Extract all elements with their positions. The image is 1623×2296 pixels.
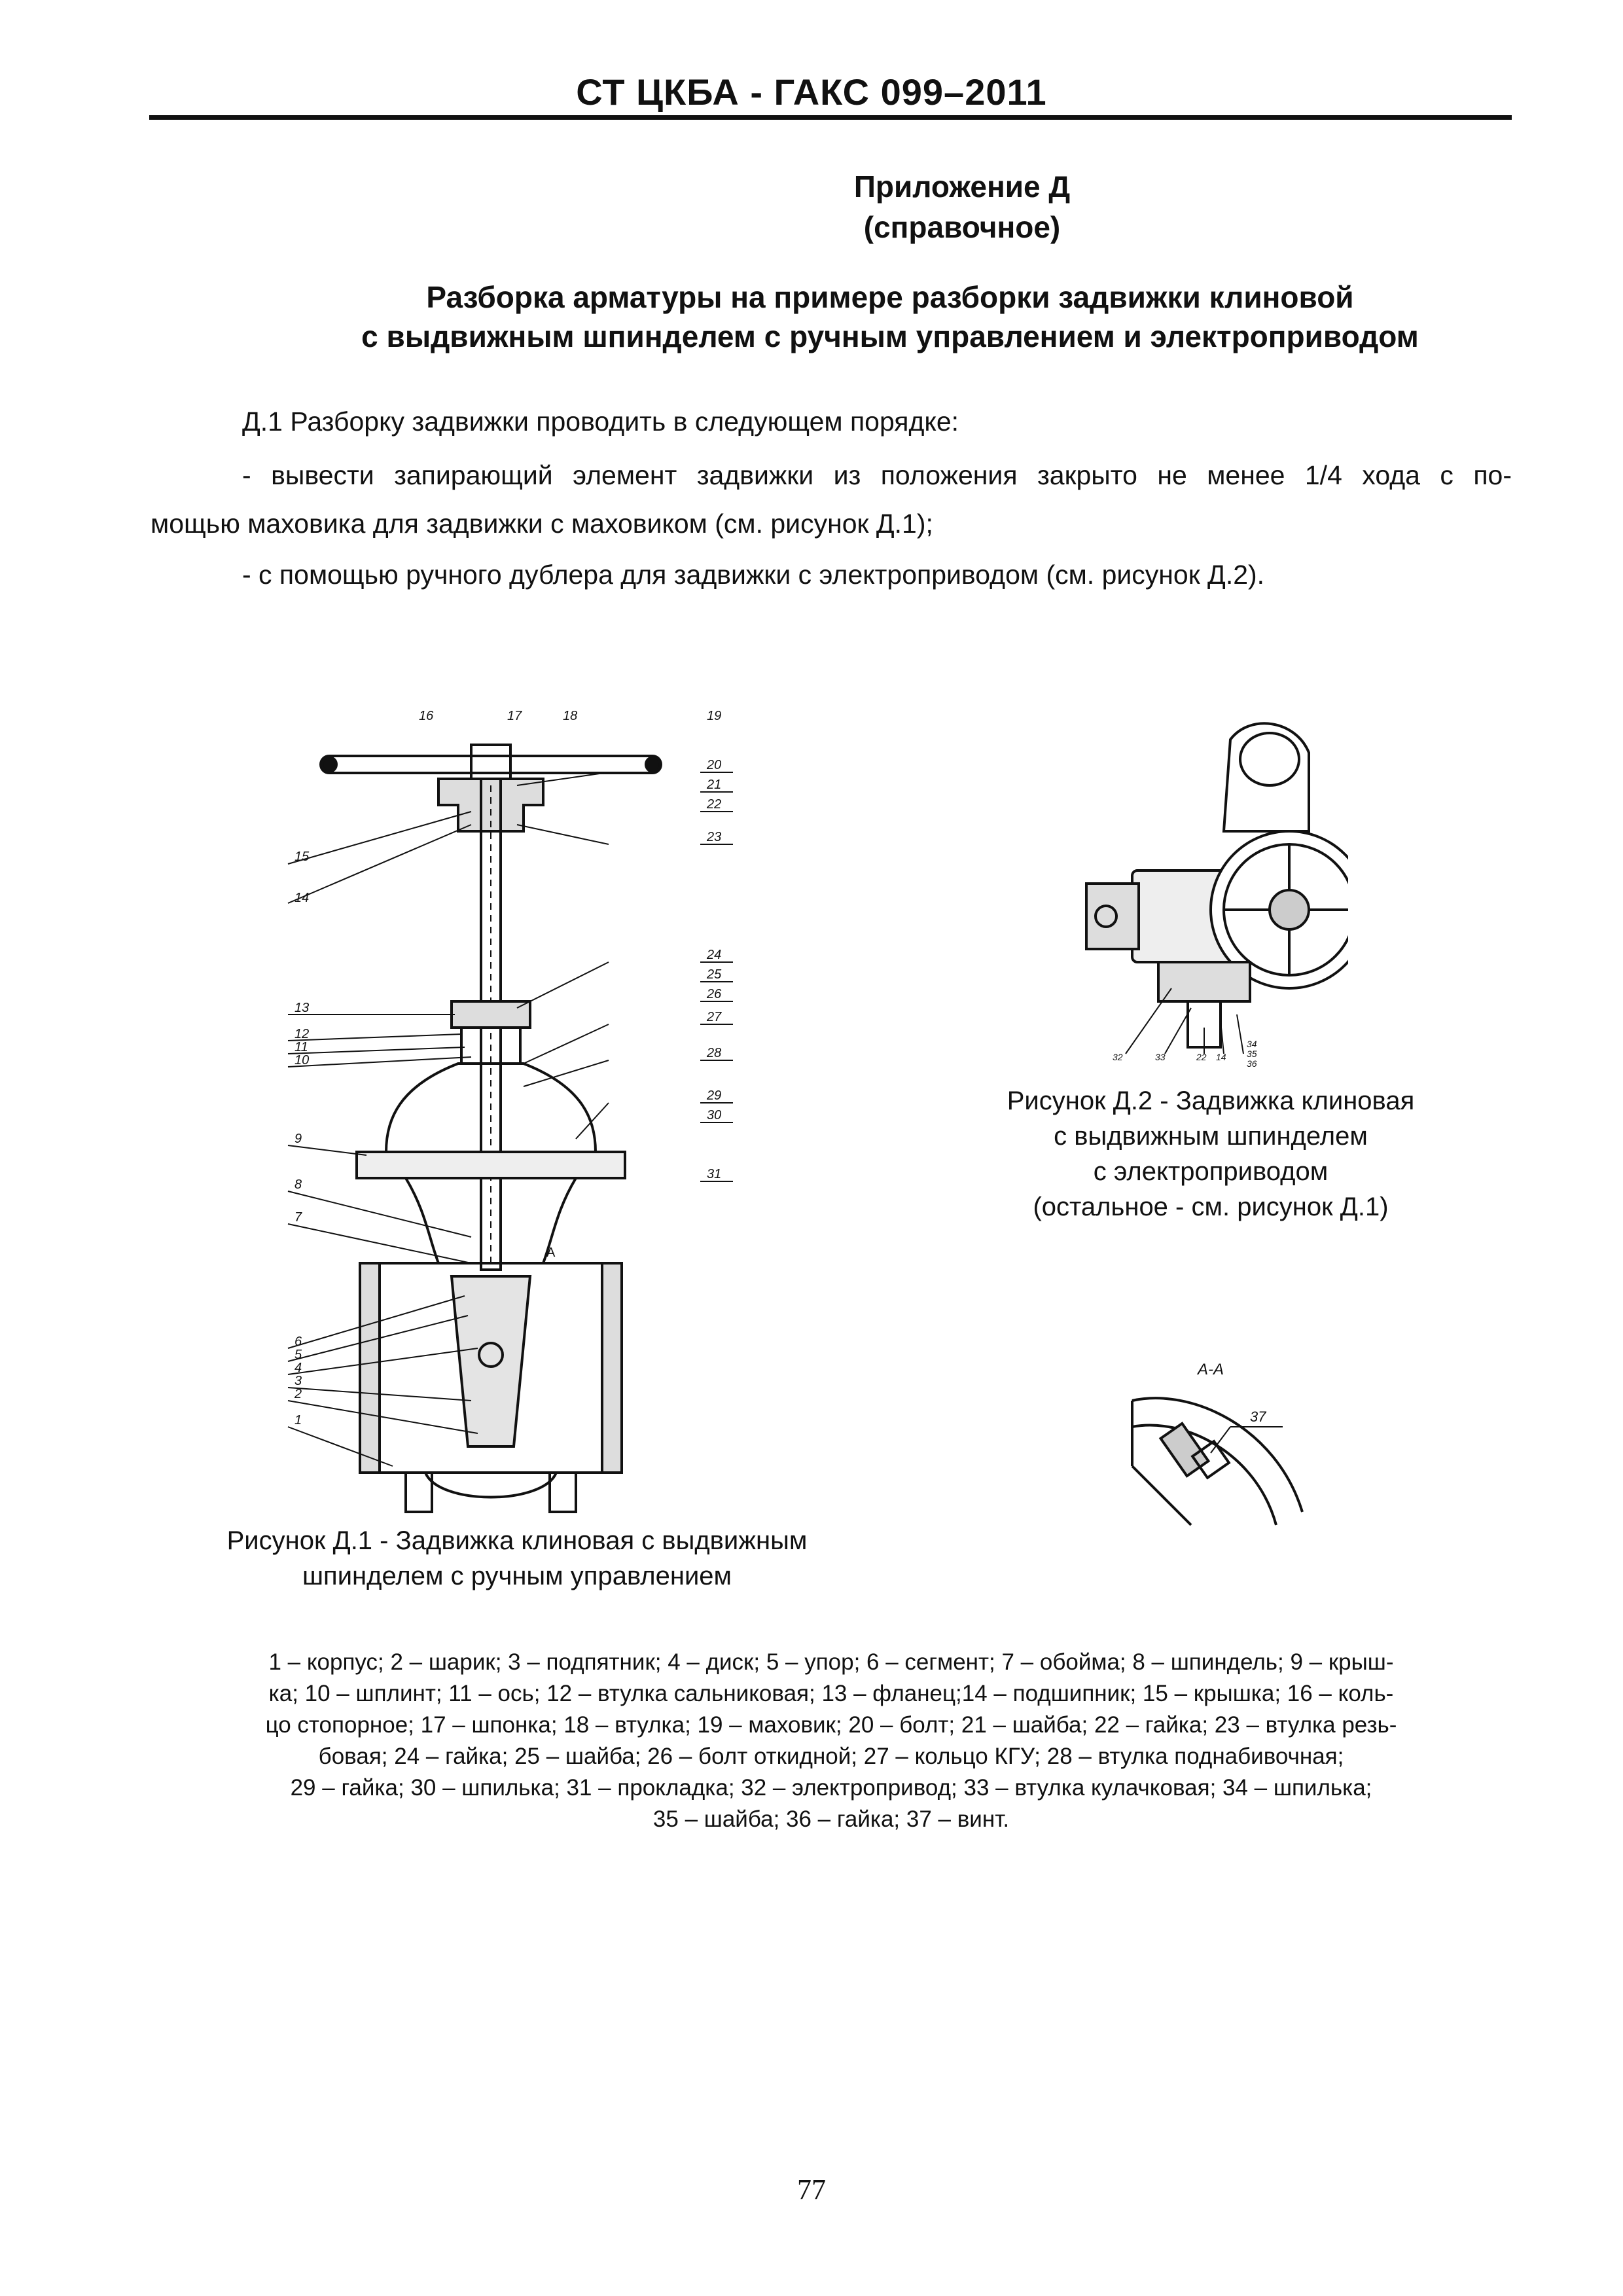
legend-line-3: цо стопорное; 17 – шпонка; 18 – втулка; 19 – маховик; 20 – болт; 21 – шайба; 22 – гайка; 23 – втулка резь- <box>265 1712 1397 1738</box>
figure-section-view-a-a <box>1113 1348 1322 1538</box>
callout-32: 32 <box>1113 1052 1123 1062</box>
figure2-caption-line4: (остальное - см. рисунок Д.1) <box>1033 1193 1389 1221</box>
callout-26: 26 <box>707 987 722 1001</box>
callout-27: 27 <box>707 1010 722 1024</box>
figure-electric-actuator <box>1073 713 1348 1067</box>
callout-22b: 22 <box>1196 1052 1207 1062</box>
paragraph-step2: - с помощью ручного дублера для задвижки с электроприводом (см. рисунок Д.2). <box>242 560 1265 590</box>
callout-29: 29 <box>707 1088 722 1103</box>
callout-14b: 14 <box>1216 1052 1226 1062</box>
callout-17: 17 <box>507 709 522 723</box>
paragraph-step1-line2: мощью маховика для задвижки с маховиком (см. рисунок Д.1); <box>151 509 933 539</box>
callout-9: 9 <box>294 1132 302 1146</box>
callout-23: 23 <box>707 830 722 844</box>
legend-line-5: 29 – гайка; 30 – шпилька; 31 – прокладка; 32 – электропривод; 33 – втулка кулачковая; 34 – шпилька; <box>290 1775 1372 1801</box>
figure2-caption-line2: с выдвижным шпинделем <box>1054 1122 1368 1151</box>
legend-line-6: 35 – шайба; 36 – гайка; 37 – винт. <box>652 1806 1010 1832</box>
callout-19: 19 <box>707 709 722 723</box>
appendix-title: Приложение Д <box>853 170 1071 204</box>
callout-25: 25 <box>707 967 722 982</box>
callout-11: 11 <box>294 1040 308 1054</box>
callout-33: 33 <box>1155 1052 1166 1062</box>
section-mark-a: A <box>546 1246 556 1260</box>
callout-22: 22 <box>707 797 722 812</box>
figure2-caption-line3: с электроприводом <box>1093 1157 1329 1186</box>
callout-34: 34 <box>1247 1039 1257 1049</box>
paragraph-step1-line1: - вывести запирающий элемент задвижки из положения закрыто не менее 1/4 хода с по- <box>242 460 1512 490</box>
callout-4: 4 <box>294 1361 302 1375</box>
appendix-subtitle: (справочное) <box>863 210 1061 244</box>
callout-15: 15 <box>294 850 310 864</box>
callout-28: 28 <box>707 1046 722 1060</box>
figure1-caption-line2: шпинделем с ручным управлением <box>302 1562 732 1590</box>
figure1-caption-line1: Рисунок Д.1 - Задвижка клиновая с выдвижным <box>226 1526 808 1555</box>
legend-line-4: бовая; 24 – гайка; 25 – шайба; 26 – болт откидной; 27 – кольцо КГУ; 28 – втулка поднабивочная; <box>318 1744 1344 1769</box>
section-view-label: А-А <box>1198 1361 1224 1378</box>
legend-line-2: ка; 10 – шплинт; 11 – ось; 12 – втулка сальниковая; 13 – фланец;14 – подшипник; 15 – крышка; 16 – коль- <box>268 1681 1394 1706</box>
section-title-line1: Разборка арматуры на примере разборки задвижки клиновой <box>426 280 1354 314</box>
callout-14: 14 <box>294 891 310 905</box>
callout-31: 31 <box>707 1167 722 1181</box>
callout-18: 18 <box>563 709 578 723</box>
section-title-line2: с выдвижным шпинделем с ручным управлением и электроприводом <box>361 319 1419 353</box>
callout-7: 7 <box>294 1210 302 1225</box>
callout-37: 37 <box>1250 1408 1266 1425</box>
header-rule <box>149 115 1512 120</box>
callout-16: 16 <box>419 709 434 723</box>
callout-5: 5 <box>294 1348 302 1362</box>
figure-gate-valve-manual <box>275 694 785 1518</box>
callout-8: 8 <box>294 1177 302 1192</box>
callout-2: 2 <box>294 1387 302 1401</box>
legend-line-1: 1 – корпус; 2 – шарик; 3 – подпятник; 4 – диск; 5 – упор; 6 – сегмент; 7 – обойма; 8 – шпиндель; 9 – крыш- <box>268 1649 1394 1675</box>
callout-36: 36 <box>1247 1058 1257 1067</box>
callout-20: 20 <box>707 758 722 772</box>
callout-30: 30 <box>707 1108 722 1122</box>
callout-13: 13 <box>294 1001 310 1015</box>
callout-21: 21 <box>707 778 722 792</box>
parts-legend <box>151 1647 1512 1835</box>
callout-12: 12 <box>294 1027 310 1041</box>
callout-6: 6 <box>294 1335 302 1349</box>
callout-35: 35 <box>1247 1049 1257 1059</box>
callout-10: 10 <box>294 1053 310 1067</box>
callout-24: 24 <box>707 948 722 962</box>
page-number: 77 <box>797 2174 826 2206</box>
figure2-caption-line1: Рисунок Д.2 - Задвижка клиновая <box>1007 1086 1415 1115</box>
document-code-header: СТ ЦКБА - ГАКС 099–2011 <box>576 71 1047 113</box>
callout-1: 1 <box>294 1413 302 1427</box>
callout-3: 3 <box>294 1374 302 1388</box>
paragraph-d1: Д.1 Разборку задвижки проводить в следующем порядке: <box>242 406 959 437</box>
